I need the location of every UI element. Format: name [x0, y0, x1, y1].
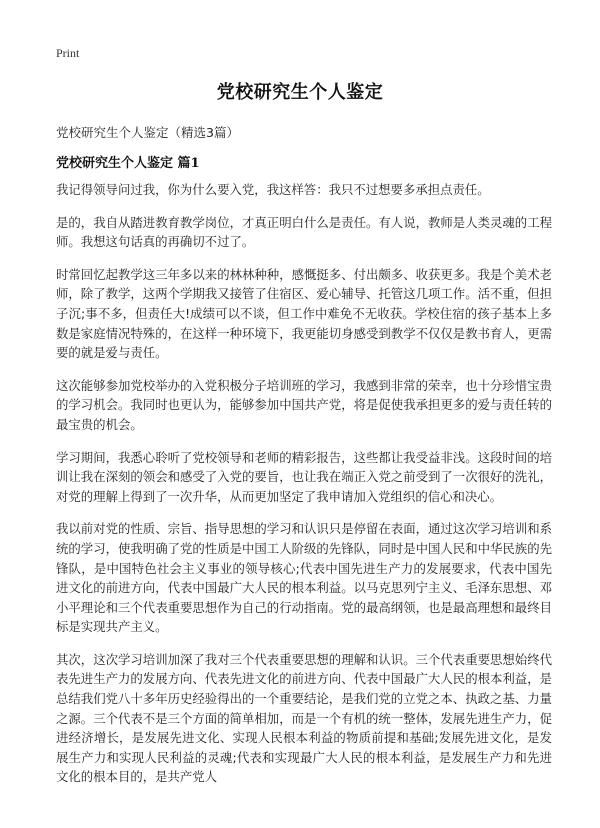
print-link[interactable]: Print	[56, 46, 80, 60]
paragraph: 时常回忆起教学这三年多以来的林林种种，感慨挺多、付出颇多、收获更多。我是个美术老师，除了教学，这两个学期我又接管了住宿区、爱心辅导、托管这几项工作。活不重，但担子沉;事不多，但责任大!成绩可以不谈，但工作中难免不无收获。学校住宿的孩子基本上多数是家庭情况特殊的，在这样一种环境下，我更能切身感受到教学不仅仅是教书育人，更需要的就是爱与责任。	[56, 266, 552, 361]
paragraph: 是的，我自从踏进教育教学岗位，才真正明白什么是责任。有人说，教师是人类灵魂的工程师。我想这句话真的再确切不过了。	[56, 214, 552, 250]
paragraph: 我以前对党的性质、宗旨、指导思想的学习和认识只是停留在表面，通过这次学习培训和系统的学习，使我明确了党的性质是中国工人阶级的先锋队，同时是中国人民和中华民族的先锋队，是中国特色社会主义事业的领导核心;代表中国先进生产力的发展要求，代表中国先进文化的前进方向，代表中国最广大人民的根本利益。以马克思列宁主义、毛泽东思想、邓小平理论和三个代表重要思想作为自己的行动指南。党的最高纲领，也是最高理想和最终目标是实现共产主义。	[56, 521, 552, 635]
page-title: 党校研究生个人鉴定	[216, 82, 384, 103]
document-body	[56, 180, 552, 800]
paragraph: 学习期间，我悉心聆听了党校领导和老师的精彩报告，这些都让我受益非浅。这段时间的培训让我在深刻的领会和感受了入党的要旨，也让我在端正入党之前受到了一次很好的洗礼，对党的理解上得到了一次升华，从而更加坚定了我申请加入党组织的信心和决心。	[56, 449, 552, 504]
paragraph: 这次能够参加党校举办的入党积极分子培训班的学习，我感到非常的荣幸，也十分珍惜宝贵的学习机会。我同时也更认为，能够参加中国共产党，将是促使我承担更多的爱与责任转的最宝贵的机会。	[56, 377, 552, 432]
document-subtitle: 党校研究生个人鉴定（精选3篇）	[56, 125, 239, 140]
paragraph: 我记得领导问过我，你为什么要入党，我这样答：我只不过想要多承担点责任。	[56, 182, 490, 197]
paragraph: 其次，这次学习培训加深了我对三个代表重要思想的理解和认识。三个代表重要思想始终代表先进生产力的发展方向、代表先进文化的前进方向、代表中国最广大人民的根本利益，是总结我们党八十多年历史经验得出的一个重要结论，是我们党的立党之本、执政之基、力量之源。三个代表不是三个方面的简单相加，而是一个有机的统一整体，发展先进生产力，促进经济增长，是发展先进文化、实现人民根本利益的物质前提和基础;发展先进文化，是发展生产力和实现人民利益的灵魂;代表和实现最广大人民的根本利益，是发展生产力和先进文化的根本目的，是共产党人	[56, 651, 552, 785]
section-heading: 党校研究生个人鉴定 篇1	[56, 156, 200, 171]
